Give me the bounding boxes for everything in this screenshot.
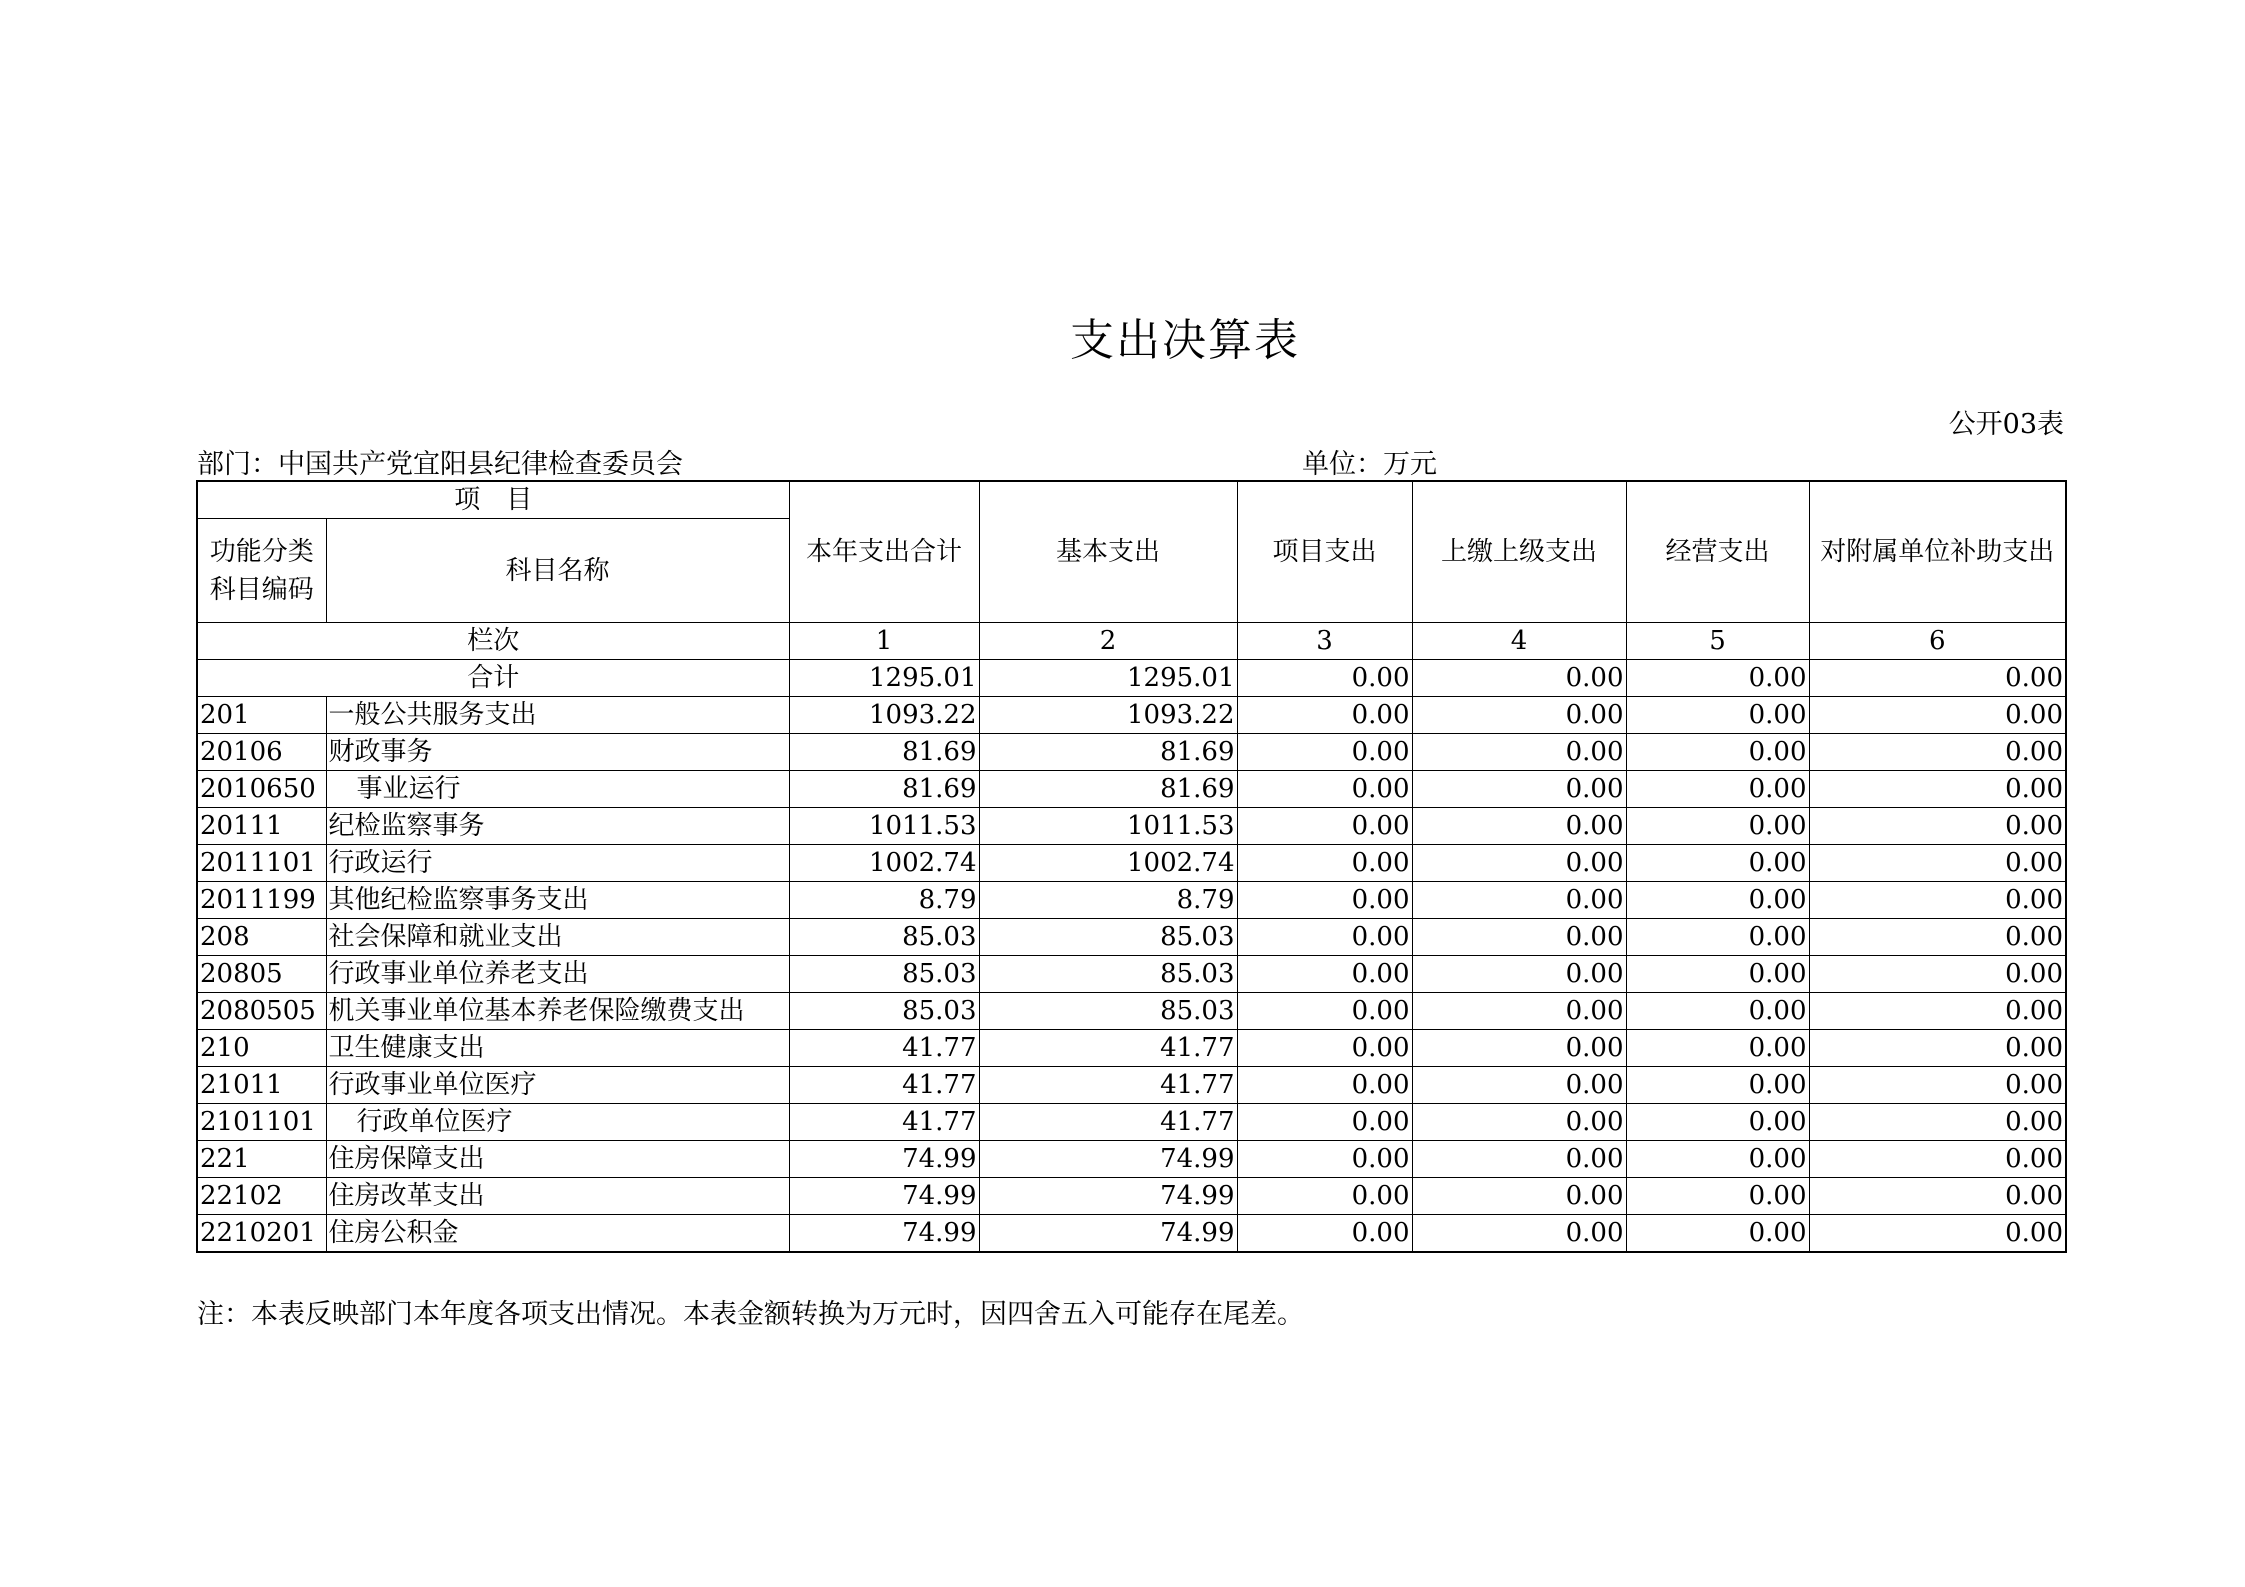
row-col4: 0.00 bbox=[1412, 993, 1626, 1030]
row-col1: 85.03 bbox=[789, 993, 979, 1030]
row-col2: 85.03 bbox=[979, 956, 1237, 993]
row-col4: 0.00 bbox=[1412, 771, 1626, 808]
row-code: 2080505 bbox=[197, 993, 326, 1030]
header-col6: 对附属单位补助支出 bbox=[1809, 481, 2066, 623]
row-col1: 1093.22 bbox=[789, 697, 979, 734]
row-col6: 0.00 bbox=[1809, 771, 2066, 808]
row-name: 其他纪检监察事务支出 bbox=[326, 882, 789, 919]
row-col2: 1011.53 bbox=[979, 808, 1237, 845]
row-col5: 0.00 bbox=[1626, 956, 1809, 993]
table-row bbox=[197, 993, 2066, 1030]
row-col1: 74.99 bbox=[789, 1141, 979, 1178]
table-row bbox=[197, 808, 2066, 845]
row-col1: 41.77 bbox=[789, 1104, 979, 1141]
row-col5: 0.00 bbox=[1626, 1104, 1809, 1141]
row-col2: 41.77 bbox=[979, 1067, 1237, 1104]
row-col3: 0.00 bbox=[1237, 1215, 1412, 1253]
header-code-line2: 科目编码 bbox=[209, 574, 314, 605]
row-col2: 81.69 bbox=[979, 734, 1237, 771]
row-col3: 0.00 bbox=[1237, 845, 1412, 882]
row-code: 2011101 bbox=[197, 845, 326, 882]
row-col3: 0.00 bbox=[1237, 1067, 1412, 1104]
row-col1: 1011.53 bbox=[789, 808, 979, 845]
row-name: 卫生健康支出 bbox=[326, 1030, 789, 1067]
row-col5: 0.00 bbox=[1626, 882, 1809, 919]
row-col5: 0.00 bbox=[1626, 919, 1809, 956]
row-col2: 74.99 bbox=[979, 1215, 1237, 1253]
row-name: 社会保障和就业支出 bbox=[326, 919, 789, 956]
total-col2: 1295.01 bbox=[979, 660, 1237, 697]
row-col6: 0.00 bbox=[1809, 1030, 2066, 1067]
table-row bbox=[197, 1215, 2066, 1253]
header-col5: 经营支出 bbox=[1626, 481, 1809, 623]
row-col5: 0.00 bbox=[1626, 771, 1809, 808]
table-row bbox=[197, 845, 2066, 882]
header-col3: 项目支出 bbox=[1237, 481, 1412, 623]
table-row bbox=[197, 1067, 2066, 1104]
row-col5: 0.00 bbox=[1626, 697, 1809, 734]
row-col5: 0.00 bbox=[1626, 1030, 1809, 1067]
row-col5: 0.00 bbox=[1626, 1178, 1809, 1215]
row-code: 201 bbox=[197, 697, 326, 734]
row-col2: 85.03 bbox=[979, 919, 1237, 956]
table-row bbox=[197, 734, 2066, 771]
row-name: 住房改革支出 bbox=[326, 1178, 789, 1215]
table-row bbox=[197, 697, 2066, 734]
row-col5: 0.00 bbox=[1626, 734, 1809, 771]
header-col2: 基本支出 bbox=[979, 481, 1237, 623]
row-col3: 0.00 bbox=[1237, 771, 1412, 808]
row-col3: 0.00 bbox=[1237, 808, 1412, 845]
index-col6: 6 bbox=[1809, 623, 2066, 660]
row-col6: 0.00 bbox=[1809, 808, 2066, 845]
row-col3: 0.00 bbox=[1237, 882, 1412, 919]
expenditure-table bbox=[196, 480, 2067, 1253]
row-col4: 0.00 bbox=[1412, 956, 1626, 993]
row-col1: 74.99 bbox=[789, 1178, 979, 1215]
row-code: 20111 bbox=[197, 808, 326, 845]
row-col5: 0.00 bbox=[1626, 1215, 1809, 1253]
row-col4: 0.00 bbox=[1412, 1104, 1626, 1141]
row-name: 一般公共服务支出 bbox=[326, 697, 789, 734]
page-title: 支出决算表 bbox=[1070, 315, 1300, 366]
row-col6: 0.00 bbox=[1809, 845, 2066, 882]
row-col2: 41.77 bbox=[979, 1104, 1237, 1141]
row-col4: 0.00 bbox=[1412, 882, 1626, 919]
row-name: 机关事业单位基本养老保险缴费支出 bbox=[326, 993, 789, 1030]
row-col6: 0.00 bbox=[1809, 1104, 2066, 1141]
row-col5: 0.00 bbox=[1626, 845, 1809, 882]
row-code: 2011199 bbox=[197, 882, 326, 919]
row-name: 住房公积金 bbox=[326, 1215, 789, 1253]
row-col4: 0.00 bbox=[1412, 734, 1626, 771]
table-row bbox=[197, 1104, 2066, 1141]
row-col6: 0.00 bbox=[1809, 1178, 2066, 1215]
row-code: 21011 bbox=[197, 1067, 326, 1104]
row-col1: 41.77 bbox=[789, 1030, 979, 1067]
row-col3: 0.00 bbox=[1237, 956, 1412, 993]
total-col4: 0.00 bbox=[1412, 660, 1626, 697]
row-col3: 0.00 bbox=[1237, 697, 1412, 734]
row-col2: 85.03 bbox=[979, 993, 1237, 1030]
table-row bbox=[197, 919, 2066, 956]
row-name: 纪检监察事务 bbox=[326, 808, 789, 845]
row-name: 行政事业单位养老支出 bbox=[326, 956, 789, 993]
row-col2: 8.79 bbox=[979, 882, 1237, 919]
row-col6: 0.00 bbox=[1809, 1067, 2066, 1104]
index-col3: 3 bbox=[1237, 623, 1412, 660]
header-code bbox=[197, 519, 326, 623]
table-row bbox=[197, 882, 2066, 919]
row-col3: 0.00 bbox=[1237, 734, 1412, 771]
row-col6: 0.00 bbox=[1809, 882, 2066, 919]
row-col1: 85.03 bbox=[789, 919, 979, 956]
row-col3: 0.00 bbox=[1237, 1030, 1412, 1067]
header-item: 项 目 bbox=[197, 481, 789, 519]
row-col5: 0.00 bbox=[1626, 1141, 1809, 1178]
unit-label: 单位：万元 bbox=[1302, 449, 1437, 480]
row-code: 208 bbox=[197, 919, 326, 956]
table-row bbox=[197, 771, 2066, 808]
row-col6: 0.00 bbox=[1809, 956, 2066, 993]
footnote: 注：本表反映部门本年度各项支出情况。本表金额转换为万元时，因四舍五入可能存在尾差。 bbox=[197, 1299, 1304, 1330]
form-code: 公开03表 bbox=[1948, 409, 2064, 440]
row-col1: 85.03 bbox=[789, 956, 979, 993]
row-code: 2101101 bbox=[197, 1104, 326, 1141]
row-col2: 81.69 bbox=[979, 771, 1237, 808]
index-col1: 1 bbox=[789, 623, 979, 660]
row-name: 行政单位医疗 bbox=[326, 1104, 789, 1141]
row-col6: 0.00 bbox=[1809, 734, 2066, 771]
row-col3: 0.00 bbox=[1237, 1178, 1412, 1215]
row-col5: 0.00 bbox=[1626, 808, 1809, 845]
row-col2: 74.99 bbox=[979, 1141, 1237, 1178]
row-col3: 0.00 bbox=[1237, 1104, 1412, 1141]
row-name: 财政事务 bbox=[326, 734, 789, 771]
row-col1: 81.69 bbox=[789, 771, 979, 808]
department-label: 部门：中国共产党宜阳县纪律检查委员会 bbox=[197, 449, 683, 480]
row-col6: 0.00 bbox=[1809, 919, 2066, 956]
table-row bbox=[197, 1141, 2066, 1178]
row-code: 210 bbox=[197, 1030, 326, 1067]
total-row-label: 合计 bbox=[197, 660, 789, 697]
header-name: 科目名称 bbox=[326, 519, 789, 623]
row-col1: 1002.74 bbox=[789, 845, 979, 882]
total-col1: 1295.01 bbox=[789, 660, 979, 697]
row-col6: 0.00 bbox=[1809, 697, 2066, 734]
row-code: 22102 bbox=[197, 1178, 326, 1215]
row-code: 221 bbox=[197, 1141, 326, 1178]
row-col1: 8.79 bbox=[789, 882, 979, 919]
row-name: 住房保障支出 bbox=[326, 1141, 789, 1178]
table-row bbox=[197, 1030, 2066, 1067]
row-name: 行政运行 bbox=[326, 845, 789, 882]
row-code: 20805 bbox=[197, 956, 326, 993]
row-col3: 0.00 bbox=[1237, 993, 1412, 1030]
row-col6: 0.00 bbox=[1809, 1215, 2066, 1253]
row-col1: 74.99 bbox=[789, 1215, 979, 1253]
row-col4: 0.00 bbox=[1412, 697, 1626, 734]
row-col1: 41.77 bbox=[789, 1067, 979, 1104]
header-col1: 本年支出合计 bbox=[789, 481, 979, 623]
row-col5: 0.00 bbox=[1626, 993, 1809, 1030]
table-row bbox=[197, 1178, 2066, 1215]
row-col4: 0.00 bbox=[1412, 1030, 1626, 1067]
total-col3: 0.00 bbox=[1237, 660, 1412, 697]
row-col2: 1002.74 bbox=[979, 845, 1237, 882]
table-row bbox=[197, 956, 2066, 993]
row-col2: 1093.22 bbox=[979, 697, 1237, 734]
header-col4: 上缴上级支出 bbox=[1412, 481, 1626, 623]
row-col4: 0.00 bbox=[1412, 1178, 1626, 1215]
index-col2: 2 bbox=[979, 623, 1237, 660]
row-col6: 0.00 bbox=[1809, 1141, 2066, 1178]
row-code: 20106 bbox=[197, 734, 326, 771]
index-col4: 4 bbox=[1412, 623, 1626, 660]
index-row-label: 栏次 bbox=[197, 623, 789, 660]
total-col6: 0.00 bbox=[1809, 660, 2066, 697]
header-code-line1: 功能分类 bbox=[209, 536, 314, 567]
row-col3: 0.00 bbox=[1237, 919, 1412, 956]
total-col5: 0.00 bbox=[1626, 660, 1809, 697]
row-col6: 0.00 bbox=[1809, 993, 2066, 1030]
row-col5: 0.00 bbox=[1626, 1067, 1809, 1104]
row-name: 事业运行 bbox=[326, 771, 789, 808]
row-col2: 74.99 bbox=[979, 1178, 1237, 1215]
row-col3: 0.00 bbox=[1237, 1141, 1412, 1178]
row-col2: 41.77 bbox=[979, 1030, 1237, 1067]
row-name: 行政事业单位医疗 bbox=[326, 1067, 789, 1104]
row-code: 2210201 bbox=[197, 1215, 326, 1253]
row-col4: 0.00 bbox=[1412, 1215, 1626, 1253]
index-col5: 5 bbox=[1626, 623, 1809, 660]
row-col4: 0.00 bbox=[1412, 845, 1626, 882]
row-col4: 0.00 bbox=[1412, 808, 1626, 845]
row-col4: 0.00 bbox=[1412, 1067, 1626, 1104]
row-code: 2010650 bbox=[197, 771, 326, 808]
row-col4: 0.00 bbox=[1412, 919, 1626, 956]
row-col4: 0.00 bbox=[1412, 1141, 1626, 1178]
row-col1: 81.69 bbox=[789, 734, 979, 771]
